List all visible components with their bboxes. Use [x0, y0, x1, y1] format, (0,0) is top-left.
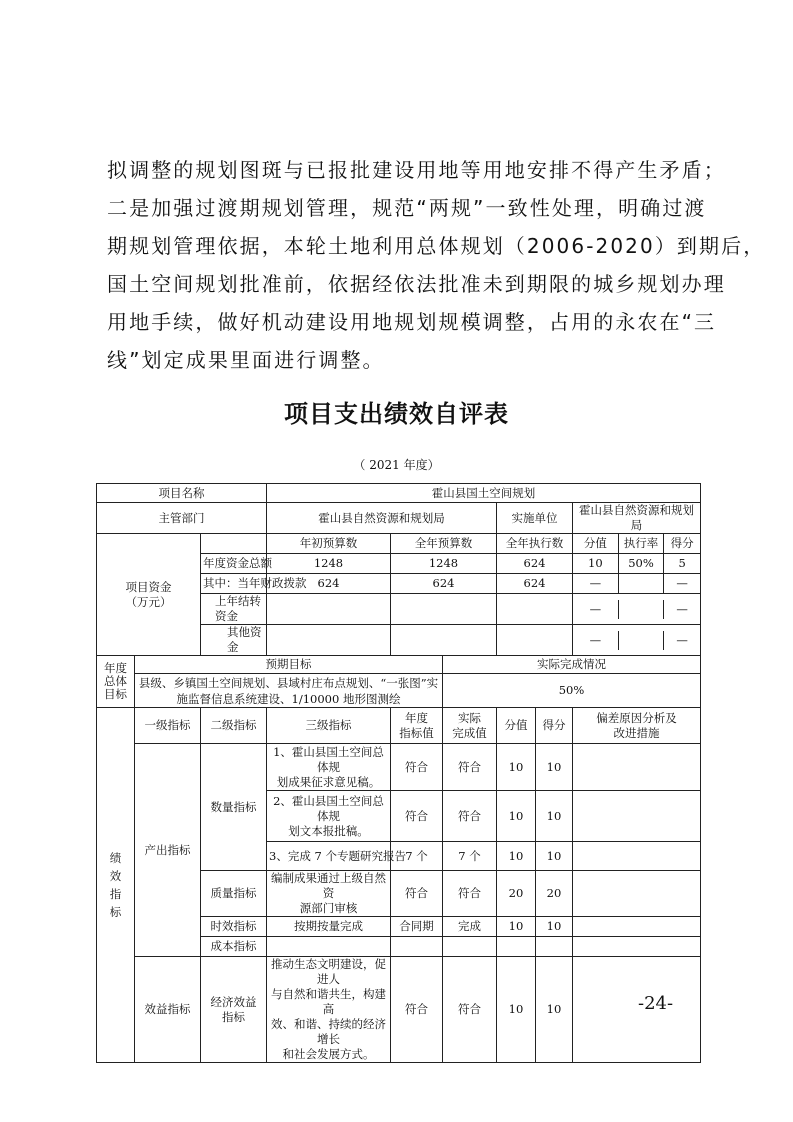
project-name-label: 项目名称 [97, 484, 267, 503]
fund-cell [267, 625, 391, 656]
actual-cell: 符合 [443, 957, 497, 1063]
actual-cell: 7 个 [443, 842, 497, 871]
fund-cell [391, 594, 497, 625]
fund-row-label: 其中：当年财政拨款 [201, 574, 267, 594]
fund-score-group [573, 625, 701, 656]
economic-indicator-label [201, 957, 267, 1063]
header-reason [573, 708, 701, 744]
table-title: 项目支出绩效自评表 [284, 400, 509, 428]
paragraph-line: 用地手续，做好机动建设用地规划规模调整，占用的永农在“三 [107, 310, 717, 334]
target-cell: 符合 [391, 791, 443, 842]
fund-score-group [573, 554, 701, 574]
goal-label-line: 目标 [104, 687, 127, 701]
header-target-line: 指标值 [399, 725, 434, 740]
header-actual [443, 708, 497, 744]
header-target-line: 年度 [405, 710, 428, 725]
cost-indicator-label: 成本指标 [201, 937, 267, 957]
performance-label-char: 指 [109, 887, 122, 901]
got-cell: 20 [536, 871, 573, 917]
header-level1: 一级指标 [135, 708, 201, 744]
level3-line: 划成果征求意见稿。 [276, 774, 381, 789]
header-score: 分值 [497, 708, 536, 744]
fund-row-label: 其他资金 [201, 625, 267, 656]
fund-cell: — [573, 631, 619, 650]
reason-cell [573, 937, 701, 957]
header-reason-line: 偏差原因分析及 [596, 710, 677, 725]
impl-value: 霍山县自然资源和规划局 [573, 503, 701, 534]
fund-label-line: （万元） [125, 594, 172, 609]
target-cell: 7 个 [391, 842, 443, 871]
level3-cell: 3、完成 7 个专题研究报告 [267, 842, 391, 871]
level3-cell [267, 791, 391, 842]
header-actual-line: 实际 [458, 710, 481, 725]
fund-label-line: 项目资金 [125, 579, 172, 594]
fund-header: 执行率 [619, 534, 665, 553]
economic-label-line: 经济效益 [210, 994, 257, 1009]
expected-goal-header: 预期目标 [135, 656, 443, 674]
header-level3: 三级指标 [267, 708, 391, 744]
score-cell: 10 [497, 842, 536, 871]
target-cell: 符合 [391, 957, 443, 1063]
fund-cell: 10 [573, 554, 619, 573]
score-cell: 10 [497, 791, 536, 842]
fund-cell [619, 574, 665, 593]
fund-cell: 624 [267, 574, 391, 594]
level3-line: 和社会发展方式。 [282, 1047, 375, 1061]
actual-cell [443, 937, 497, 957]
level3-cell: 按期按量完成 [267, 917, 391, 937]
header-actual-line: 完成值 [452, 725, 487, 740]
actual-cell: 完成 [443, 917, 497, 937]
reason-cell [573, 791, 701, 842]
fund-cell: 50% [619, 554, 665, 573]
got-cell: 10 [536, 744, 573, 791]
header-got: 得分 [536, 708, 573, 744]
got-cell: 10 [536, 791, 573, 842]
actual-cell: 符合 [443, 871, 497, 917]
actual-completion-header: 实际完成情况 [443, 656, 701, 674]
economic-label-line: 指标 [222, 1009, 245, 1024]
fund-header: 年初预算数 [267, 534, 391, 554]
goal-label-line: 年度 [104, 661, 127, 675]
fund-cell: — [676, 601, 688, 616]
fund-header: 全年执行数 [497, 534, 573, 554]
level3-line: 效、和谐、持续的经济增长 [271, 1017, 386, 1046]
fund-cell: — [573, 574, 619, 593]
target-cell: 符合 [391, 744, 443, 791]
performance-label [97, 708, 135, 1063]
fund-row-label: 上年结转资金 [201, 594, 267, 625]
got-cell: 10 [536, 917, 573, 937]
actual-cell: 符合 [443, 744, 497, 791]
quality-indicator-label: 质量指标 [201, 871, 267, 917]
paragraph-line: 二是加强过渡期规划管理，规范“两规”一致性处理，明确过渡 [107, 196, 707, 220]
score-cell: 10 [497, 744, 536, 791]
fund-header: 全年预算数 [391, 534, 497, 554]
paragraph-line: 线”划定成果里面进行调整。 [107, 348, 385, 372]
header-reason-line: 改进措施 [613, 725, 660, 740]
fund-score-group [573, 594, 701, 625]
target-cell: 符合 [391, 871, 443, 917]
fund-cell [267, 594, 391, 625]
score-cell: 10 [497, 917, 536, 937]
level3-line: 1、霍山县国土空间总体规 [273, 744, 384, 774]
fund-cell [497, 594, 573, 625]
paragraph-line: 期规划管理依据，本轮土地利用总体规划（2006-2020）到期后， [107, 234, 766, 258]
fund-header: 分值 [573, 534, 619, 553]
fund-cell: 1248 [391, 554, 497, 574]
target-cell: 合同期 [391, 917, 443, 937]
got-cell: 10 [536, 957, 573, 1063]
score-cell: 10 [497, 957, 536, 1063]
level3-line: 编制成果通过上级自然资 [271, 871, 386, 900]
page-number: -24- [638, 993, 674, 1014]
performance-label-char: 效 [109, 869, 122, 883]
got-cell [536, 937, 573, 957]
expected-goal-text: 县级、乡镇国土空间规划、县域村庄布点规划、“一张图”实施监督信息系统建设、1/10000 地形图测绘 [135, 674, 443, 708]
fund-cell [619, 600, 665, 619]
dept-label: 主管部门 [97, 503, 267, 534]
benefit-indicator-label: 效益指标 [135, 957, 201, 1063]
fund-cell: 624 [497, 554, 573, 574]
fund-header: 得分 [670, 536, 694, 550]
fund-cell [391, 625, 497, 656]
level3-line: 2、霍山县国土空间总体规 [273, 793, 384, 823]
project-name-value: 霍山县国土空间规划 [267, 484, 701, 503]
actual-completion-text: 50% [443, 674, 701, 708]
reason-cell [573, 842, 701, 871]
level3-line: 源部门审核 [299, 901, 358, 915]
fund-cell: — [676, 576, 688, 590]
level3-line: 推动生态文明建设，促进人 [271, 957, 386, 986]
fund-cell: 5 [678, 556, 686, 570]
level3-line: 与自然和谐共生，构建高 [271, 987, 386, 1016]
impl-label: 实施单位 [497, 503, 573, 534]
level3-line: 划文本报批稿。 [288, 823, 369, 838]
fund-cell: 1248 [267, 554, 391, 574]
performance-label-char: 标 [109, 905, 122, 919]
reason-cell [573, 744, 701, 791]
got-cell: 10 [536, 842, 573, 871]
reason-cell [573, 871, 701, 917]
fund-cell [497, 625, 573, 656]
fund-score-group [573, 574, 701, 594]
level3-cell [267, 957, 391, 1063]
reason-cell [573, 917, 701, 937]
output-indicator-label: 产出指标 [135, 744, 201, 957]
timeliness-indicator-label: 时效指标 [201, 917, 267, 937]
reason-cell [573, 957, 701, 1063]
level3-cell [267, 744, 391, 791]
header-level2: 二级指标 [201, 708, 267, 744]
quantity-indicator-label: 数量指标 [201, 744, 267, 871]
fund-cell: 624 [497, 574, 573, 594]
fund-header [573, 534, 701, 554]
score-cell: 20 [497, 871, 536, 917]
paragraph-line: 拟调整的规划图斑与已报批建设用地等用地安排不得产生矛盾； [107, 158, 726, 182]
fund-cell: — [573, 600, 619, 619]
performance-label-char: 绩 [109, 851, 122, 865]
self-evaluation-table [96, 483, 701, 1063]
paragraph-line: 国土空间规划批准前，依据经依法批准未到期限的城乡规划办理 [107, 272, 726, 296]
goal-label-line: 总体 [104, 674, 127, 688]
fund-cell [619, 631, 665, 650]
score-cell [497, 937, 536, 957]
year-label: （ 2021 年度） [353, 458, 440, 472]
fund-cell: 624 [391, 574, 497, 594]
header-target [391, 708, 443, 744]
level3-cell [267, 937, 391, 957]
goal-label [97, 656, 135, 708]
actual-cell: 符合 [443, 791, 497, 842]
fund-label [97, 534, 201, 656]
fund-row-label: 年度资金总额 [201, 554, 267, 574]
level3-cell [267, 871, 391, 917]
dept-value: 霍山县自然资源和规划局 [267, 503, 497, 534]
target-cell [391, 937, 443, 957]
fund-cell: — [676, 632, 688, 647]
